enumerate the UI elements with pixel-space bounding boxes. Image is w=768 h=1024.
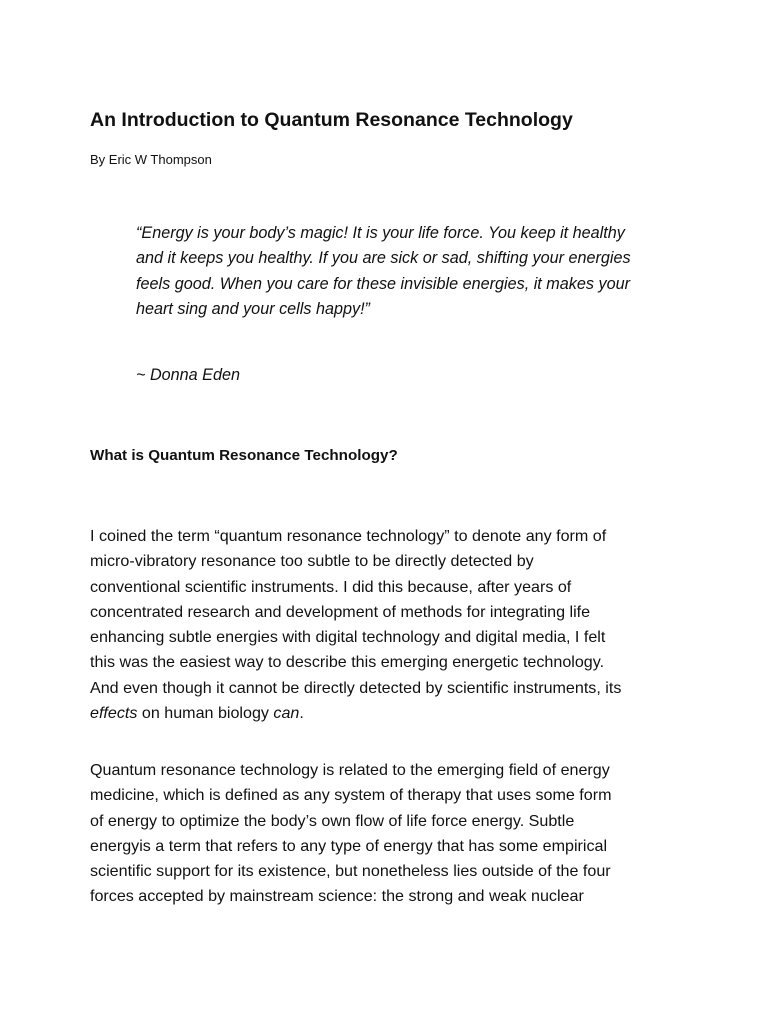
section-heading: What is Quantum Resonance Technology? [90, 447, 398, 464]
epigraph-quote [136, 221, 696, 322]
body-paragraph-2 [90, 758, 700, 910]
paragraph-line: forces accepted by mainstream science: the strong and weak nuclear [90, 887, 584, 906]
quote-line: feels good. When you care for these invisible energies, it makes your [136, 274, 630, 293]
document-title: An Introduction to Quantum Resonance Technology [90, 109, 573, 131]
last-line-end: . [299, 704, 304, 723]
emphasis-effects: effects [90, 704, 138, 723]
quote-line: heart sing and your cells happy!” [136, 299, 370, 318]
emphasis-can: can [273, 704, 300, 723]
paragraph-last-line [90, 701, 700, 726]
paragraph-line: scientific support for its existence, but nonetheless lies outside of the four [90, 862, 611, 881]
quote-line: and it keeps you healthy. If you are sick or sad, shifting your energies [136, 249, 631, 268]
paragraph-line: micro-vibratory resonance too subtle to be directly detected by [90, 552, 534, 571]
paragraph-line: conventional scientific instruments. I did this because, after years of [90, 577, 572, 596]
author-byline: By Eric W Thompson [90, 152, 212, 167]
body-paragraph-1 [90, 524, 700, 726]
paragraph-line: Quantum resonance technology is related to the emerging field of energy [90, 761, 610, 779]
paragraph-line: And even though it cannot be directly detected by scientific instruments, its [90, 678, 622, 697]
paragraph-line: I coined the term “quantum resonance technology” to denote any form of [90, 527, 607, 545]
paragraph-line: energyis a term that refers to any type of energy that has some empirical [90, 836, 608, 855]
paragraph-line: concentrated research and development of methods for integrating life [90, 602, 591, 621]
paragraph-line: medicine, which is defined as any system of therapy that uses some form [90, 786, 612, 805]
last-line-middle: on human biology [137, 704, 274, 723]
quote-attribution: ~ Donna Eden [136, 366, 240, 384]
paragraph-line: of energy to optimize the body’s own flow of life force energy. Subtle [90, 811, 575, 830]
quote-line: “Energy is your body’s magic! It is your life force. You keep it healthy [136, 224, 625, 242]
paragraph-line: enhancing subtle energies with digital technology and digital media, I felt [90, 628, 606, 647]
paragraph-line: this was the easiest way to describe this emerging energetic technology. [90, 653, 605, 672]
